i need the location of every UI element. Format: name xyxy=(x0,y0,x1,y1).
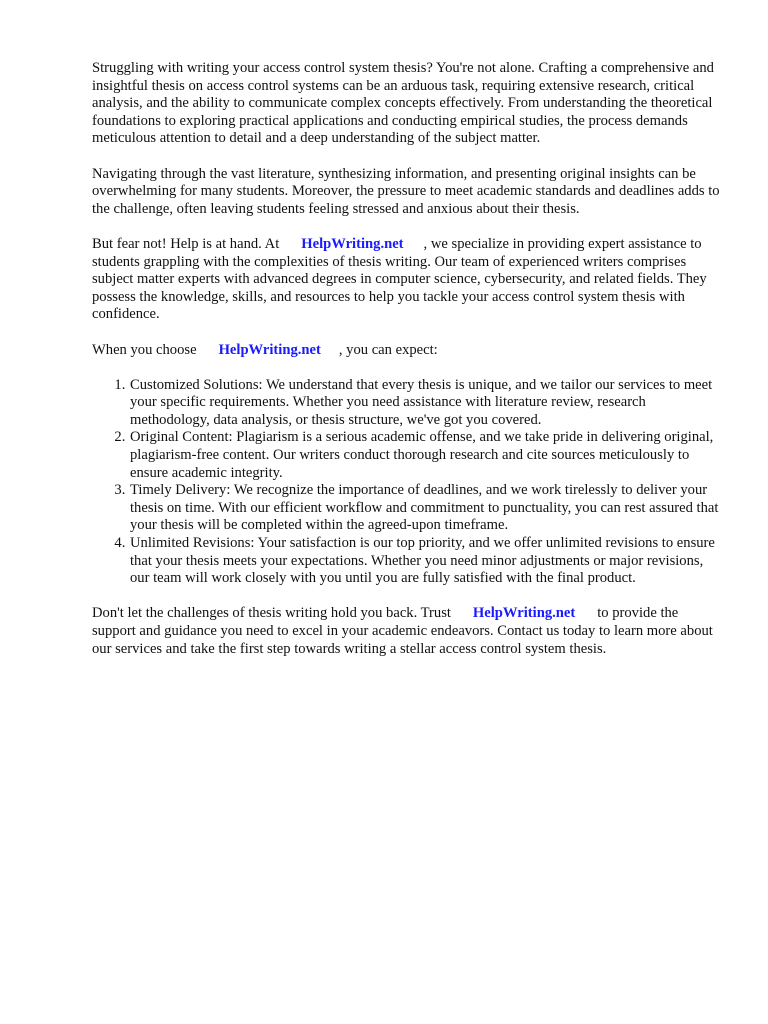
help-paragraph xyxy=(92,236,722,324)
challenge-paragraph: Navigating through the vast literature, synthesizing information, and presenting original insights can be overwhelming for many students. Moreover, the pressure to meet academic standards and deadlines adds to the challenge, often leaving students feeling stressed and anxious about their thesis. xyxy=(92,165,720,217)
choose-paragraph-text-after: , you can expect: xyxy=(338,341,438,358)
intro-paragraph: Struggling with writing your access control system thesis? You're not alone. Crafting a comprehensive and insightful thesis on access control systems can be an arduous task, requiring extensive research, critical analysis, and the ability to communicate complex concepts effectively. From understanding the theoretical foundations to exploring practical applications and conducting empirical studies, the process demands meticulous attention to detail and a deep understanding of the subject matter. xyxy=(92,60,714,147)
list-item: 1. Customized Solutions: We understand that every thesis is unique, and we tailor our services to meet your specific requirements. Whether you need assistance with literature review, research methodology, data analysis, or thesis structure, we've got you covered. xyxy=(129,377,722,430)
helpwriting-link-2[interactable]: HelpWriting.net xyxy=(218,341,321,358)
helpwriting-link-1[interactable]: HelpWriting.net xyxy=(301,235,404,252)
closing-paragraph-text-before: Don't let the challenges of thesis writing hold you back. Trust xyxy=(92,605,451,622)
document-page xyxy=(92,60,722,676)
choose-paragraph xyxy=(92,342,722,360)
closing-paragraph xyxy=(92,605,722,658)
choose-paragraph-text-before: When you choose xyxy=(92,341,197,358)
list-item: 4. Unlimited Revisions: Your satisfaction is our top priority, and we offer unlimited revisions to ensure that your thesis meets your expectations. Whether you need minor adjustments or major revisions, our team will work closely with you until you are fully satisfied with the final product. xyxy=(129,535,722,588)
list-item: 3. Timely Delivery: We recognize the importance of deadlines, and we work tirelessly to deliver your thesis on time. With our efficient workflow and commitment to punctuality, you can rest assured that your thesis will be completed within the agreed-upon timeframe. xyxy=(129,482,722,535)
help-paragraph-text-after: , we specialize in providing expert assistance to students grappling with the complexities of thesis writing. Our team of experienced writers comprises subject matter experts with advanced degrees in computer science, cybersecurity, and related fields. They possess the knowledge, skills, and resources to help you tackle your access control system thesis with confidence. xyxy=(92,235,707,323)
closing-paragraph-text-after: to provide the support and guidance you need to excel in your academic endeavors. Contact us today to learn more about our services and take the first step towards writing a stellar access control system thesis. xyxy=(92,605,713,657)
helpwriting-link-3[interactable]: HelpWriting.net xyxy=(472,605,576,622)
list-item: 2. Original Content: Plagiarism is a serious academic offense, and we take pride in delivering original, plagiarism-free content. Our writers conduct thorough research and cite sources meticulously to ensure academic integrity. xyxy=(129,429,722,482)
help-paragraph-text-before: But fear not! Help is at hand. At xyxy=(92,235,280,252)
benefits-list xyxy=(92,377,722,588)
